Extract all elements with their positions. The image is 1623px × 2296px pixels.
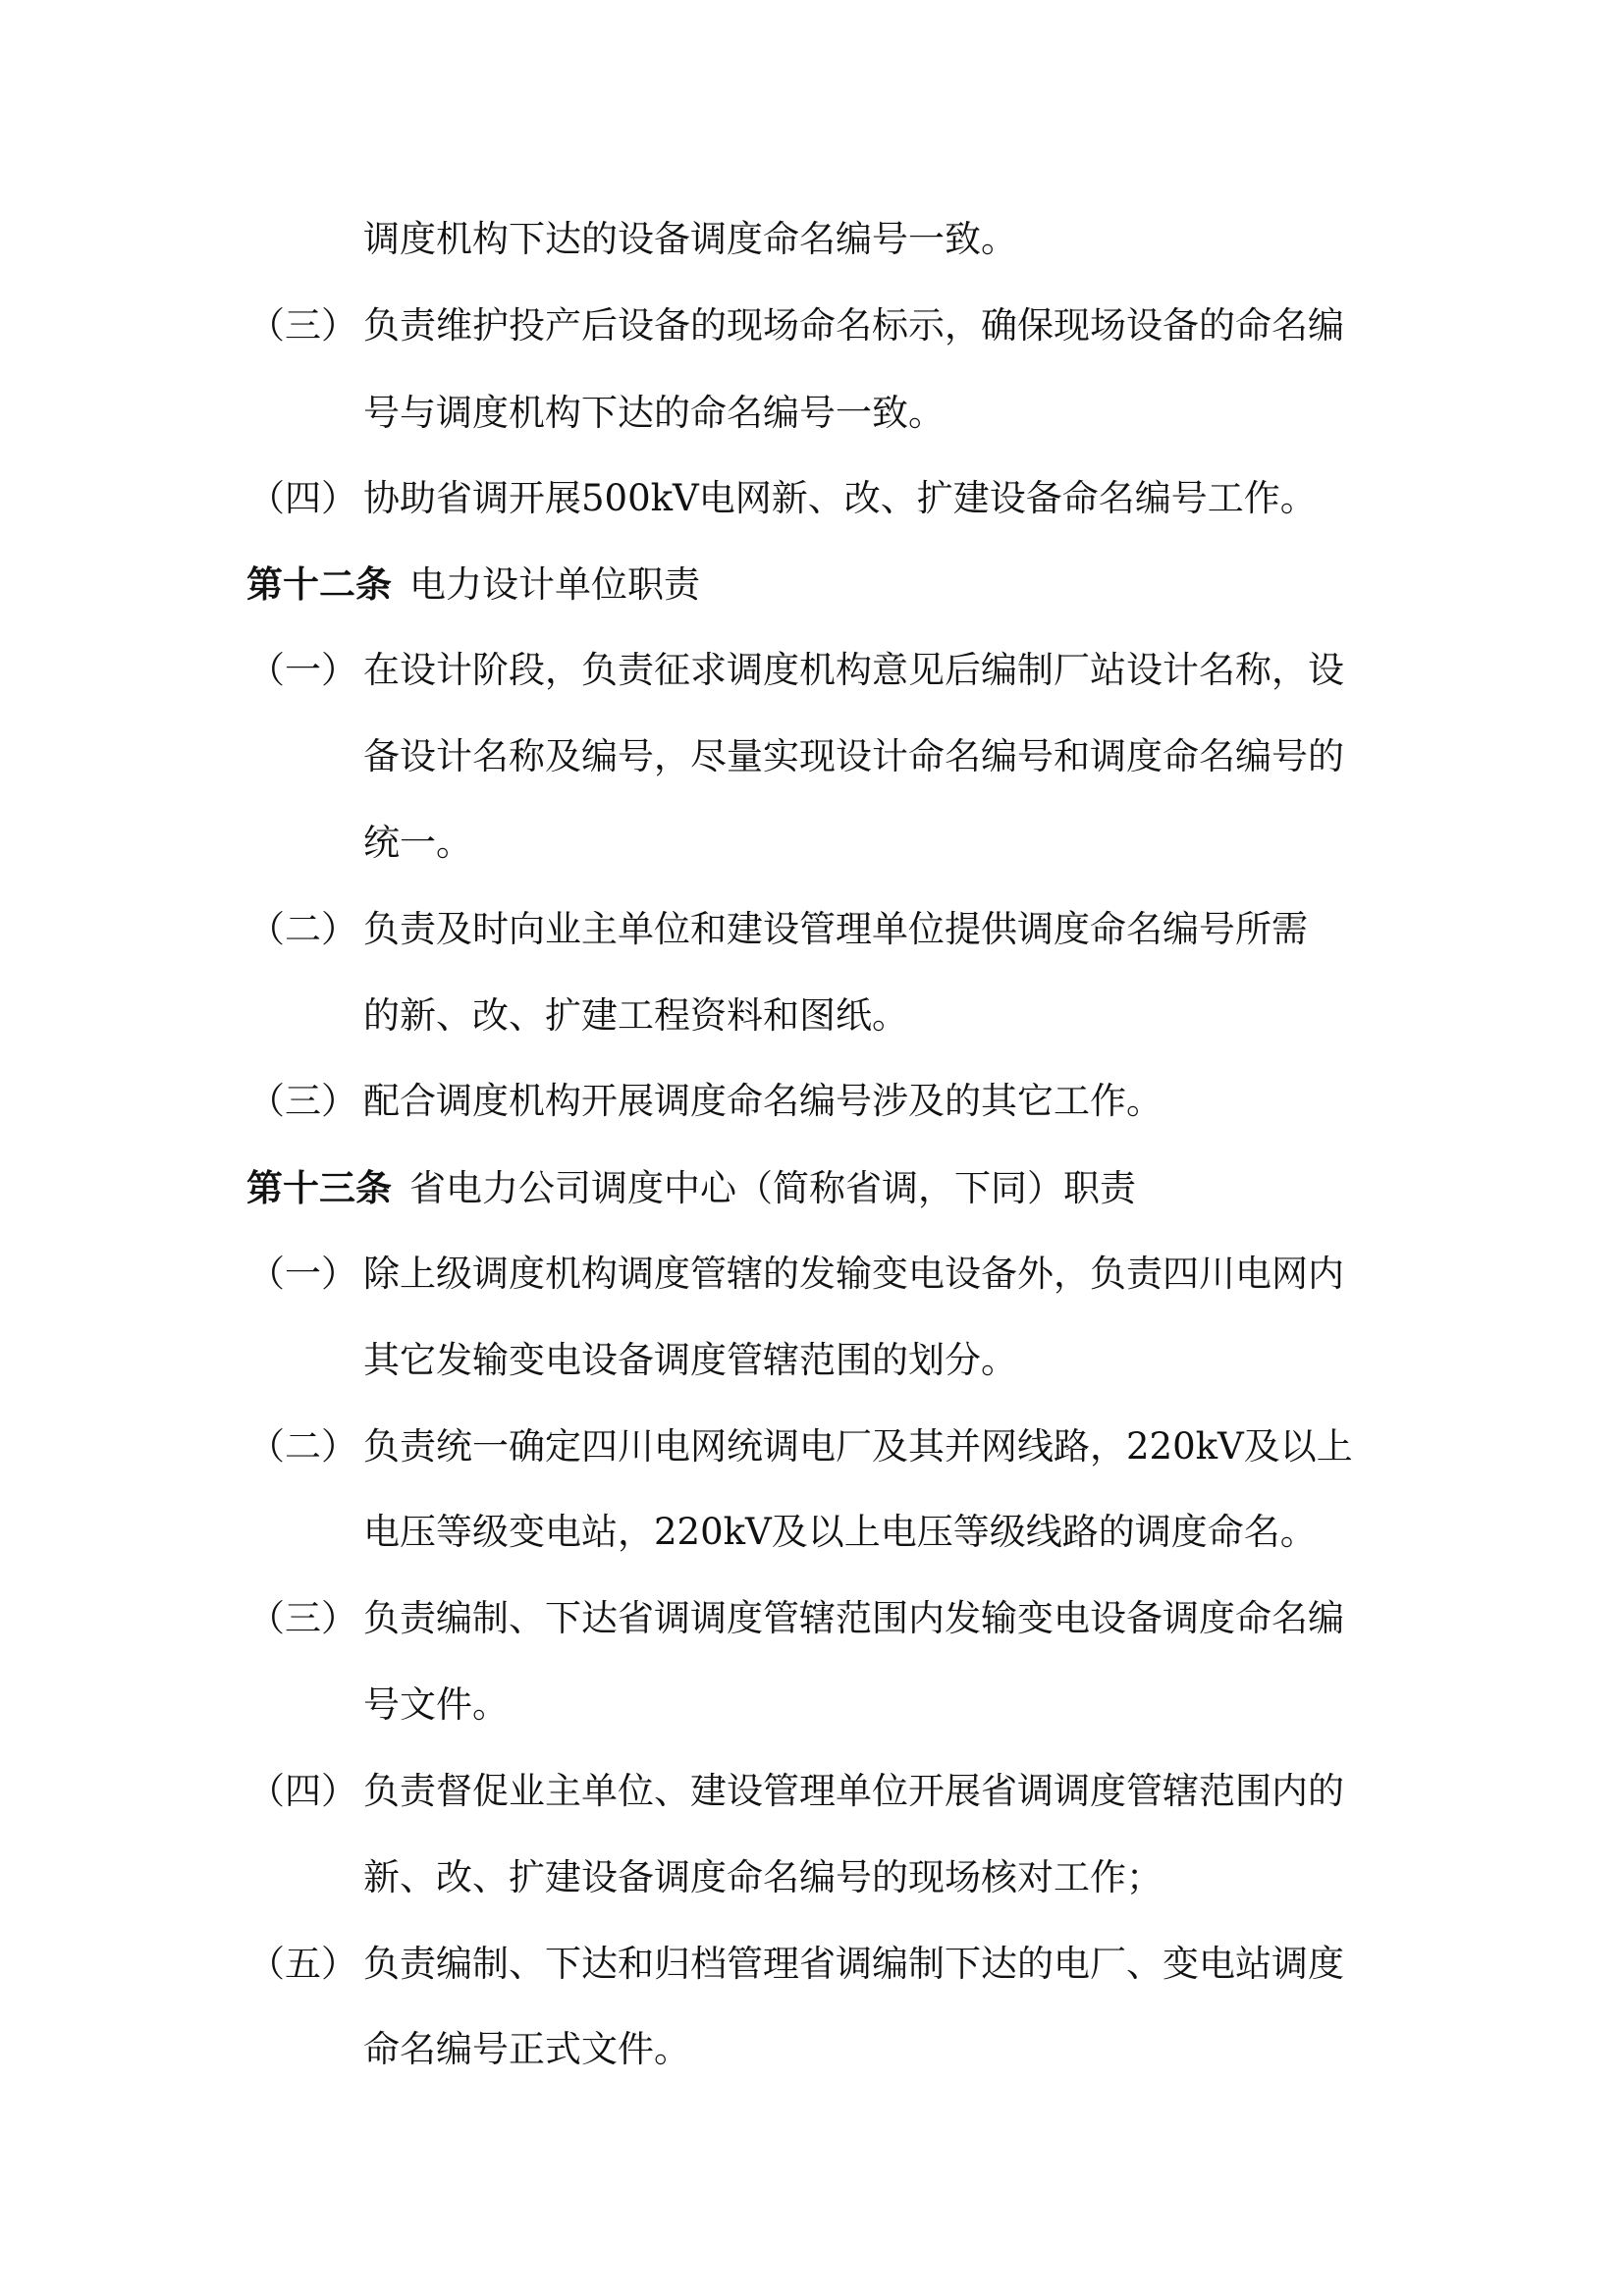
item-text: 除上级调度机构调度管辖的发输变电设备外，负责四川电网内 (363, 1253, 1344, 1295)
item-number: （一） (248, 649, 357, 691)
item-text: 负责维护投产后设备的现场命名标示，确保现场设备的命名编 (363, 304, 1344, 347)
item-number: （五） (248, 1943, 357, 1985)
paragraph-line: 号与调度机构下达的命名编号一致。 (363, 392, 945, 434)
paragraph-line: 调度机构下达的设备调度命名编号一致。 (363, 218, 1017, 260)
article-subject: 电力设计单位职责 (409, 563, 700, 606)
item-number: （三） (248, 304, 357, 347)
article-number: 第十三条 (246, 1166, 392, 1209)
paragraph-line: 命名编号正式文件。 (363, 2028, 690, 2070)
item-text: 协助省调开展500kV电网新、改、扩建设备命名编号工作。 (363, 477, 1317, 519)
item-text: 负责编制、下达省调调度管辖范围内发输变电设备调度命名编 (363, 1597, 1344, 1639)
paragraph-line: 电压等级变电站，220kV及以上电压等级线路的调度命名。 (363, 1511, 1317, 1553)
item-text: 负责及时向业主单位和建设管理单位提供调度命名编号所需 (363, 908, 1308, 950)
paragraph-line: 备设计名称及编号，尽量实现设计命名编号和调度命名编号的 (363, 735, 1344, 777)
item-number: （二） (248, 1425, 357, 1468)
paragraph-line: 统一。 (363, 822, 472, 864)
item-text: 负责督促业主单位、建设管理单位开展省调调度管辖范围内的 (363, 1770, 1344, 1812)
item-number: （二） (248, 908, 357, 950)
paragraph-line: 号文件。 (363, 1683, 509, 1726)
item-text: 负责编制、下达和归档管理省调编制下达的电厂、变电站调度 (363, 1943, 1344, 1985)
item-number: （四） (248, 1770, 357, 1812)
paragraph-line: 的新、改、扩建工程资料和图纸。 (363, 994, 908, 1037)
paragraph-line: 其它发输变电设备调度管辖范围的划分。 (363, 1339, 1017, 1381)
item-number: （三） (248, 1597, 357, 1639)
paragraph-line: 新、改、扩建设备调度命名编号的现场核对工作； (363, 1856, 1163, 1898)
article-number: 第十二条 (246, 562, 392, 606)
item-text: 配合调度机构开展调度命名编号涉及的其它工作。 (363, 1080, 1163, 1122)
article-subject: 省电力公司调度中心（简称省调，下同）职责 (409, 1167, 1136, 1209)
item-text: 负责统一确定四川电网统调电厂及其并网线路，220kV及以上 (363, 1425, 1353, 1468)
item-number: （三） (248, 1080, 357, 1122)
article-heading (246, 1163, 1136, 1213)
item-text: 在设计阶段，负责征求调度机构意见后编制厂站设计名称，设 (363, 649, 1344, 691)
item-number: （一） (248, 1253, 357, 1295)
item-number: （四） (248, 477, 357, 519)
article-heading (246, 560, 700, 610)
